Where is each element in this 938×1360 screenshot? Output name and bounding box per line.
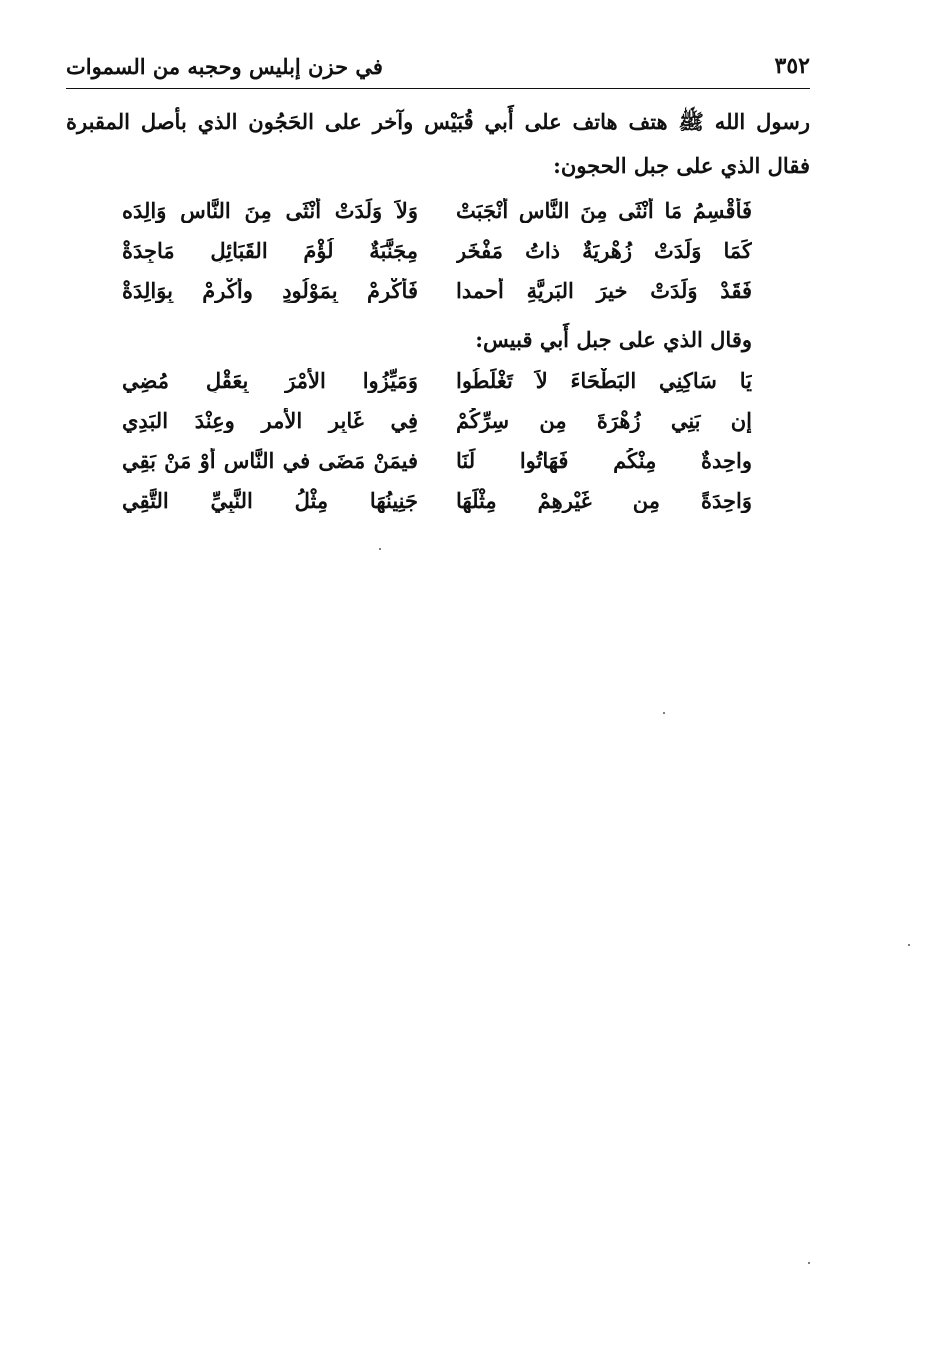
poem-abi-qubais — [122, 360, 752, 520]
second-hemistich: وَمَيِّزُوا الأَمْرَ بِعَقْلٍ مُضِي — [122, 367, 418, 393]
verse — [122, 190, 752, 230]
first-hemistich: فَقَدْ وَلَدَتْ خيرَ البَرِيَّةِ أَحمدا — [456, 277, 752, 303]
first-hemistich: كَمَا وَلَدَتْ زُهْرِيَةٌ ذاتُ مَفْخَرِ — [456, 237, 752, 263]
second-hemistich: جَنِينُهَا مِثْلُ النَّبِيِّ التَّقِي — [122, 487, 418, 513]
first-hemistich: فَأُقْسِمُ مَا أُنْثَى مِنَ النَّاسِ أَنْجَبَتْ — [456, 197, 752, 223]
scan-speck — [908, 944, 910, 946]
header-rule — [66, 88, 810, 89]
verse — [122, 480, 752, 520]
running-header — [66, 46, 810, 86]
second-hemistich: فِي غَابِرِ الأَمرِ وعِنْدَ البَدِي — [122, 407, 418, 433]
first-hemistich: إن بَنِي زُهْرَةَ مِن سِرِّكُمْ — [456, 407, 752, 433]
first-hemistich: وَاحِدَةً مِن غَيْرِهِمْ مِثْلَهَا — [456, 487, 752, 513]
opening-paragraph — [66, 100, 810, 188]
second-hemistich: فَأَكْرِمْ بِمَوْلُودٍ وأَكْرِمْ بِوَالِدَةْ — [122, 277, 418, 303]
scan-speck — [379, 548, 381, 550]
second-hemistich: مِجَنَّبَةٌ لُؤْمَ القَبَائِلِ مَاجِدَةْ — [122, 237, 418, 263]
scan-speck — [663, 712, 665, 714]
poem-hajun — [122, 190, 752, 310]
first-hemistich: يَا سَاكِنِي البَطْحَاءَ لاَ تَغْلَطُوا — [456, 367, 752, 393]
verse — [122, 270, 752, 310]
verse — [122, 230, 752, 270]
verse — [122, 360, 752, 400]
second-hemistich: وَلاَ وَلَدَتْ أُنْثَى مِنَ النَّاسِ وَالِدَه — [122, 197, 418, 223]
running-title: في حزن إبليس وحجبه من السموات — [66, 53, 383, 79]
paragraph-text: رسول الله ﷺ هتف هاتف على أَبي قُبَيْس وآخر على الحَجُون الذي بأصل المقبرة فقال الذي على جبل الحجون: — [66, 109, 810, 178]
scan-speck — [808, 1262, 810, 1264]
second-poem-intro: وقال الذي على جبل أَبي قبيس: — [475, 327, 752, 352]
verse — [122, 400, 752, 440]
verse — [122, 440, 752, 480]
page-number: ٣٥٢ — [774, 53, 810, 79]
second-hemistich: فيمَنْ مَضَى في النَّاسِ أَوْ مَنْ بَقِي — [122, 447, 418, 473]
first-hemistich: واحِدةٌ مِنْكُم فَهَاتُوا لَنَا — [456, 447, 752, 473]
